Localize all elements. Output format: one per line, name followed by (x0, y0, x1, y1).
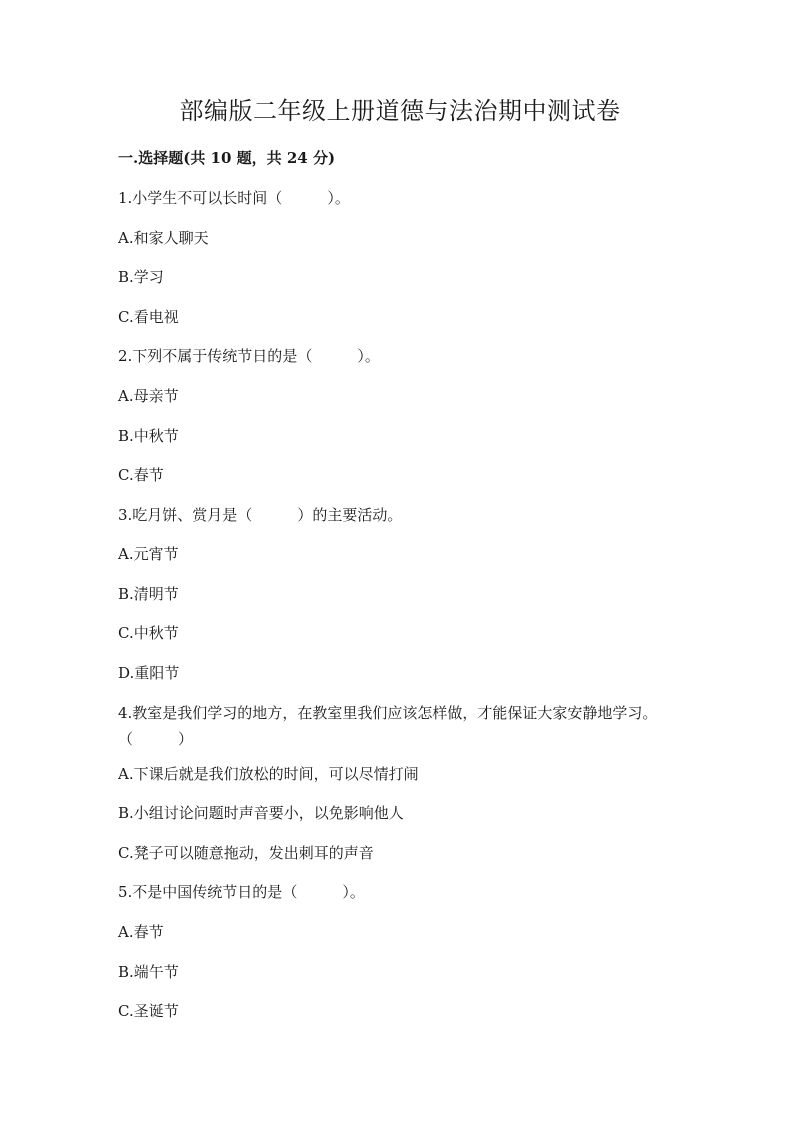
question-5-stem: 5.不是中国传统节日的是（ ）。 (118, 883, 365, 901)
page-title: 部编版二年级上册道德与法治期中测试卷 (179, 97, 621, 125)
question-2-option-a: A.母亲节 (118, 387, 179, 405)
question-3-option-d: D.重阳节 (118, 664, 180, 682)
question-2-option-c: C.春节 (118, 466, 164, 484)
question-1-option-a: A.和家人聊天 (118, 229, 209, 247)
question-3-stem: 3.吃月饼、赏月是（ ）的主要活动。 (118, 506, 403, 524)
question-1-option-c: C.看电视 (118, 308, 179, 326)
question-1-option-b: B.学习 (118, 268, 164, 286)
question-4-option-c: C.凳子可以随意拖动，发出刺耳的声音 (118, 844, 374, 862)
question-5-option-a: A.春节 (118, 923, 164, 941)
question-3-option-b: B.清明节 (118, 585, 179, 603)
question-4-stem: 4.教室是我们学习的地方，在教室里我们应该怎样做，才能保证大家安静地学习。（ ） (118, 704, 658, 748)
question-2-option-b: B.中秋节 (118, 427, 179, 445)
question-1-stem: 1.小学生不可以长时间（ ）。 (118, 189, 350, 207)
question-4-option-a: A.下课后就是我们放松的时间，可以尽情打闹 (118, 765, 419, 783)
question-3-option-c: C.中秋节 (118, 624, 179, 642)
question-5-option-b: B.端午节 (118, 963, 179, 981)
section-title: 一.选择题(共 10 题，共 24 分) (118, 149, 336, 167)
question-3-option-a: A.元宵节 (118, 545, 179, 563)
question-2-stem: 2.下列不属于传统节日的是（ ）。 (118, 347, 380, 365)
question-5-option-c: C.圣诞节 (118, 1002, 179, 1020)
question-4-option-b: B.小组讨论问题时声音要小，以免影响他人 (118, 804, 404, 822)
